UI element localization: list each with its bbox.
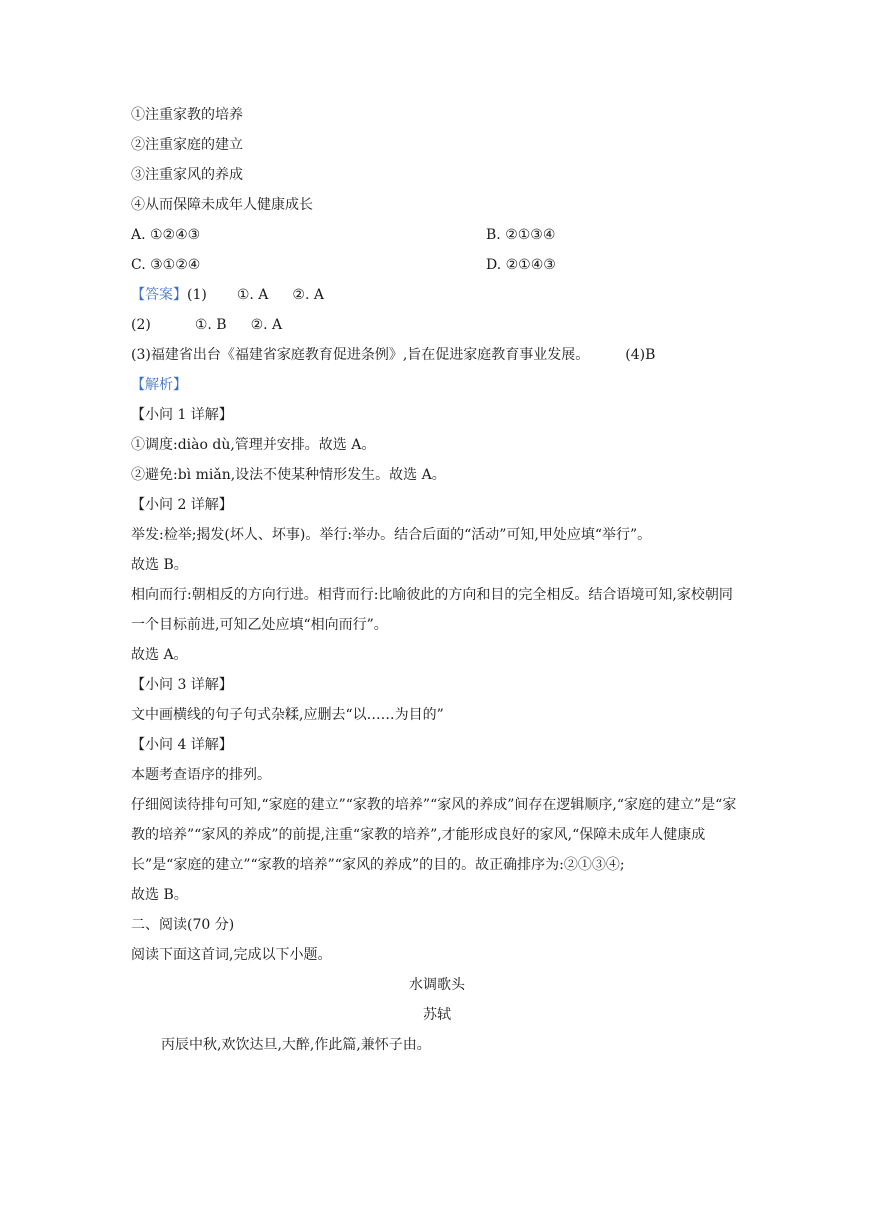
analysis-text: 本题考查语序的排列。 [131, 767, 271, 783]
analysis-heading-1: 【小问 1 详解】 [131, 407, 233, 423]
answer-q2-part1: ①. B [194, 317, 227, 333]
poem-preface: 丙辰中秋,欢饮达旦,大醉,作此篇,兼怀子由。 [161, 1037, 431, 1053]
option-a: A. ①②④③ [131, 227, 201, 243]
answer-line-3 [131, 340, 743, 370]
analysis-text: 故选 B。 [131, 887, 188, 903]
answer-q2-part2: ②. A [250, 317, 283, 333]
answer-q3: (3)福建省出台《福建省家庭教育促进条例》,旨在促进家庭教育事业发展。 [131, 347, 590, 363]
option-d: D. ②①④③ [486, 257, 556, 273]
section-instruction: 阅读下面这首词,完成以下小题。 [131, 947, 332, 963]
sequence-item-2: ②注重家庭的建立 [131, 137, 243, 153]
analysis-text: 文中画横线的句子句式杂糅,应删去“以……为目的” [131, 707, 444, 723]
analysis-text: ①调度:diào dù,管理并安排。故选 A。 [131, 437, 376, 453]
analysis-text: 故选 A。 [131, 647, 188, 663]
analysis-paragraph: 相向而行:朝相反的方向行进。相背而行:比喻彼此的方向和目的完全相反。结合语境可知,家校朝同一个目标前进,可知乙处应填“相向而行”。 [131, 587, 733, 633]
sequence-item-1: ①注重家教的培养 [131, 107, 243, 123]
sequence-item-4: ④从而保障未成年人健康成长 [131, 197, 313, 213]
poem-title: 水调歌头 [409, 977, 465, 993]
analysis-label: 【解析】 [131, 377, 187, 393]
answer-label: 【答案】 [131, 287, 187, 303]
analysis-heading-3: 【小问 3 详解】 [131, 677, 233, 693]
answer-q4: (4)B [625, 347, 656, 363]
answer-q1-number: (1) [187, 287, 207, 303]
analysis-heading-2: 【小问 2 详解】 [131, 497, 233, 513]
analysis-heading-4: 【小问 4 详解】 [131, 737, 233, 753]
section-heading: 二、阅读(70 分) [131, 917, 235, 933]
answer-q2-number: (2) [131, 317, 151, 333]
option-c: C. ③①②④ [131, 257, 201, 273]
answer-q1-part1: ①. A [236, 287, 269, 303]
poem-author: 苏轼 [423, 1007, 451, 1023]
analysis-text: 故选 B。 [131, 557, 188, 573]
options-row-2 [131, 250, 743, 280]
analysis-paragraph: 举发:检举;揭发(坏人、坏事)。举行:举办。结合后面的“活动”可知,甲处应填“举行”。 [131, 527, 652, 543]
answer-line-1 [131, 280, 743, 310]
analysis-text: ②避免:bì miǎn,设法不使某种情形发生。故选 A。 [131, 467, 446, 483]
answer-line-2 [131, 310, 743, 340]
document-page [131, 100, 743, 1060]
option-b: B. ②①③④ [486, 227, 556, 243]
analysis-paragraph: 仔细阅读待排句可知,“家庭的建立”“家教的培养”“家风的养成”间存在逻辑顺序,“家庭的建立”是“家教的培养”“家风的养成”的前提,注重“家教的培养”,才能形成良好的家风,“保障未成年人健康成长”是“家庭的建立”“家教的培养”“家风的养成”的目的。故正确排序为:②①③④; [131, 797, 737, 873]
options-row-1 [131, 220, 743, 250]
answer-q1-part2: ②. A [292, 287, 324, 303]
sequence-item-3: ③注重家风的养成 [131, 167, 243, 183]
